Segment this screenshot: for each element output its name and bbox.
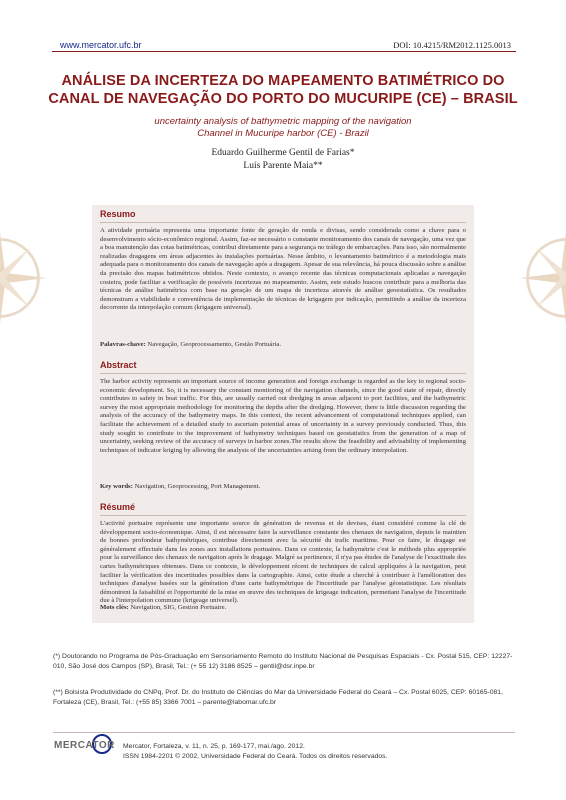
- resume-divider: [100, 515, 466, 516]
- journal-logo-text: MERCATOR: [54, 740, 115, 751]
- article-subtitle: [0, 116, 566, 140]
- resume-heading: Résumé: [100, 502, 136, 512]
- author-list: [0, 147, 566, 173]
- keywords-label: Key words:: [100, 483, 133, 490]
- author-name: Luís Parente Maia**: [243, 161, 323, 171]
- resumo-heading: Resumo: [100, 209, 136, 219]
- compass-rose-right-icon: [518, 230, 566, 326]
- citation-block: [123, 742, 387, 762]
- abstract-text: The harbor activity represents an important source of income generation and foreign exchange is regarded as the key to regional socio-economic development. So, it is necessary the constant monitoring of the navigation channels, since the good state of repair, directly contributes to safety in boat traffic. For this, are usually carried out dredging in areas adjacent to port facilities, and the bathymetric survey the most appropriate methodology for monitoring the depths after the dredging. However, there is little discussion regarding the analysis of the accuracy of the bathymetry maps. In this context, the recent advancement of computational techniques applied, can facilitate the achievement of a detailed study to ascertain potential areas of uncertainty in a survey previously conducted. Thus, this study sought to contribute to the improvement of bathymetry techniques based on geostatistics from the generation of a map of uncertainty, seeking review of the accuracy of surveys in harbor zones.The results show the feasibility and advisability of implementing techniques of indicator kriging by allowing the analysis of the uncertainties arising from the ordinary interpolation.: [100, 378, 466, 454]
- resumo-divider: [100, 222, 466, 223]
- journal-site-link[interactable]: www.mercator.ufc.br: [60, 40, 142, 50]
- footer-divider: [53, 732, 515, 733]
- resume-keywords: [100, 603, 466, 612]
- abstract-heading: Abstract: [100, 360, 137, 370]
- citation-line: Mercator, Fortaleza, v. 11, n. 25, p. 169-177, mai./ago. 2012.: [123, 743, 305, 750]
- keywords-value: Navigation, Geoprocessing, Port Management.: [132, 483, 261, 490]
- keywords-value: Navigation, SIG, Gestion Portuaire.: [128, 604, 227, 611]
- doi-label: DOI: 10.4215/RM2012.1125.0013: [393, 40, 511, 50]
- title-line: ANÁLISE DA INCERTEZA DO MAPEAMENTO BATIMÉTRICO DO: [61, 73, 505, 89]
- header-divider: [52, 51, 516, 52]
- compass-rose-left-icon: [0, 230, 48, 326]
- article-title: [0, 72, 566, 108]
- subtitle-line: Channel in Mucuripe harbor (CE) - Brazil: [197, 128, 369, 139]
- resumo-text: A atividade portuária representa uma importante fonte de geração de renda e divisas, sendo considerada como a chave para o desenvolvimento sócio-econômico regional. Assim, faz-se necessário o constante monitoramento dos canais de navegação, uma vez que a boa manutenção das cotas batimétricas, contribui diretamente para a segurança no tráfego de embarcações. Para isso, são normalmente realizadas dragagens em áreas adjacentes às instalações portuárias. Nesse âmbito, o levantamento batimétrico é a metodologia mais adequada para o monitoramento dos canais de navegação após a dragagem. Apesar de sua relevância, há pouca discussão sobre a análise da precisão dos mapas batimétricos obtidos. Neste contexto, o avanço recente das técnicas computacionais aplicadas a navegação costeira, pode facilitar a verificação de possíveis incertezas no mapeamento. Assim, este estudo buscou contribuir para a melhoria das técnicas de análise batimétrica com base na geração de um mapa de incerteza através de análise geoestatística. Os resultados demonstram a viabilidade e conveniência de implementação de técnicas de krigagem por indicação, permitindo a análise da incerteza decorrente da interpolação comum (krigagem universal).: [100, 227, 466, 312]
- abstract-keywords: [100, 482, 466, 491]
- author-name: Eduardo Guilherme Gentil de Farias*: [211, 148, 355, 158]
- subtitle-line: uncertainty analysis of bathymetric mapping of the navigation: [154, 116, 412, 127]
- title-line: CANAL DE NAVEGAÇÃO DO PORTO DO MUCURIPE (CE) – BRASIL: [48, 91, 518, 107]
- footnote-author-1: (*) Doutorando no Programa de Pós-Graduação em Sensoriamento Remoto do Instituto Nacional de Pesquisas Espaciais - Cx. Postal 515, CEP: 12227-010, São José dos Campos (SP), Brasil, Tel.: (+ 55 12) 3186 8525 – gentil@dsr.inpe.br: [53, 653, 513, 670]
- abstract-divider: [100, 373, 466, 374]
- issn-line: ISSN 1984-2201 © 2002, Universidade Federal do Ceará. Todos os direitos reservados.: [123, 753, 388, 760]
- resumo-keywords: [100, 340, 466, 349]
- footnote-author-2: (**) Bolsista Produtividade do CNPq, Prof. Dr. do Instituto de Ciências do Mar da Universidade Federal do Ceará – Cx. Postal 6025, CEP: 60165-081, Fortaleza (CE), Brasil, Tel.: (+55 85) 3366 7001 – parente@labomar.ufc.br: [53, 689, 503, 706]
- resume-text: L'activité portuaire représente une importante source de génération de revenus et de devises, étant considéré comme la clé de développement socio-économique. Ainsi, il est nécessaire faire la surveillance constante des chenaux de navigation, depuis le maintien de bonnes profondeur bathymétriques, contribue directement avec la sécurité du trafic maritime. Pour ce faire, le dragage est généralement effectuée dans les zones aux installations portuaires. Dans ce contexte, la bathymétrie c'est le méthode plus appropriée pour la surveillance des chenaux de navigation après le dragage. Malgré sa pertinence, il n'ya pas études de l'analyse de l'exactitude des cartes bathymétriques obtenues. Dans ce contexte, le développement récent de techniques de calcul appliquées à la navigation, peut faciliter la vérification des incertitudes possibles dans la cartographie. Ainsi, cette étude a cherché à contribuer à l'amélioration des techniques d'analyse basées sur la génération d'une carte bathymétrique de l'incertitude par l'analyse géostatistique. Les résultats démontrent la faisabilité et l'opportunité de la mise en œuvre des techniques de krigeage indication, permettant l'analyse de l'incertitude due à l'interpolation commune (krigeage universel).: [100, 520, 466, 605]
- keywords-label: Palavras-chave:: [100, 341, 146, 348]
- keywords-label: Mots clés:: [100, 604, 129, 611]
- keywords-value: Navegação, Geoprocessamento, Gestão Portuária.: [145, 341, 282, 348]
